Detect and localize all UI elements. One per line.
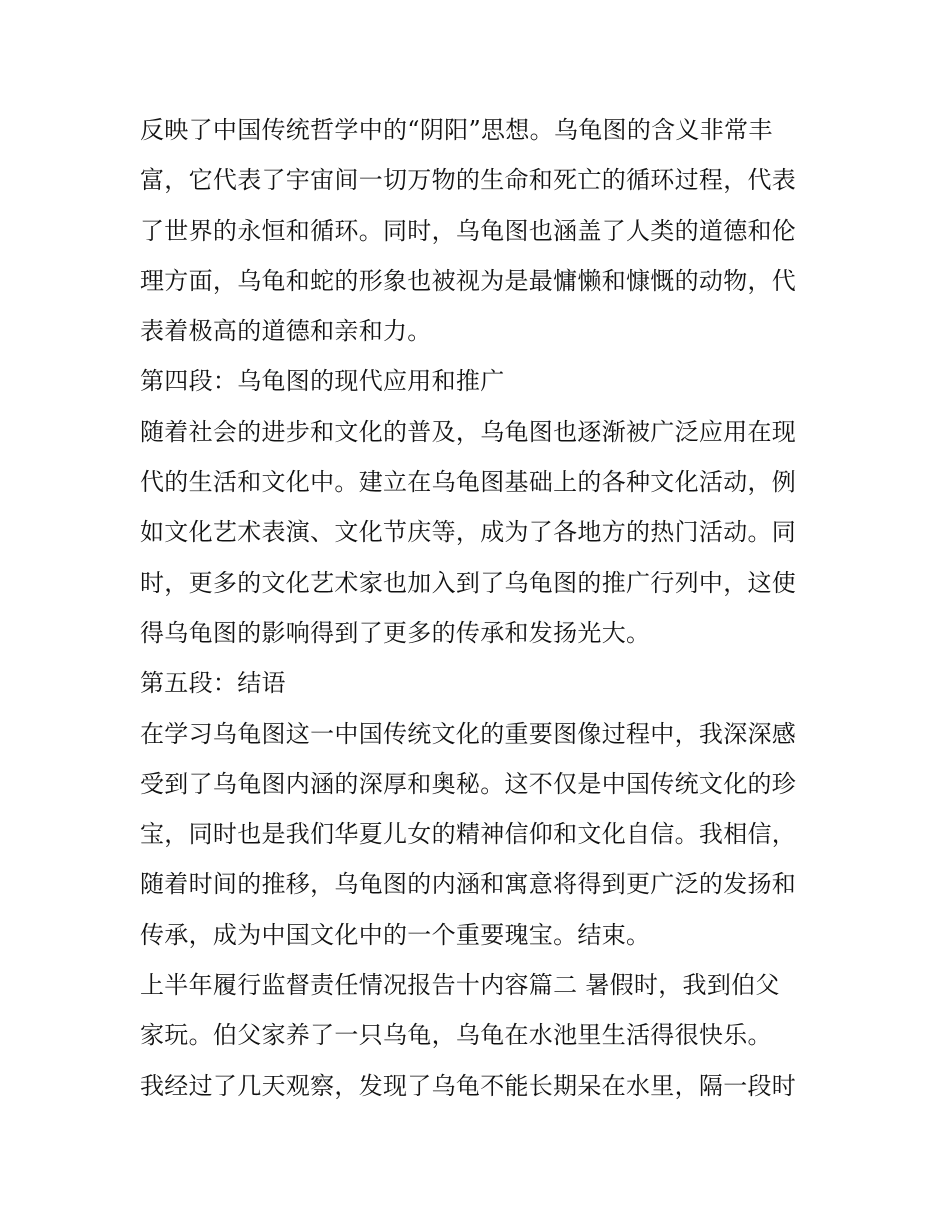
text-line: 了世界的永恒和循环。同时，乌龟图也涵盖了人类的道德和伦 [140, 216, 797, 245]
section-heading-4: 第四段：乌龟图的现代应用和推广 [140, 367, 505, 396]
text-line: 宝，同时也是我们华夏儿女的精神信仰和文化自信。我相信， [140, 820, 797, 849]
text-line: 得乌龟图的影响得到了更多的传承和发扬光大。 [140, 618, 651, 647]
text-line: 家玩。伯父家养了一只乌龟，乌龟在水池里生活得很快乐。 [140, 1021, 772, 1050]
text-line: 表着极高的道德和亲和力。 [140, 317, 432, 346]
text-line: 如文化艺术表演、文化节庆等，成为了各地方的热门活动。同 [140, 518, 797, 547]
text-line: 在学习乌龟图这一中国传统文化的重要图像过程中，我深深感 [140, 719, 797, 748]
text-line: 上半年履行监督责任情况报告十内容篇二 暑假时，我到伯父 [140, 971, 780, 1000]
text-line: 传承，成为中国文化中的一个重要瑰宝。结束。 [140, 920, 651, 949]
section-heading-5: 第五段：结语 [140, 669, 286, 698]
text-line: 代的生活和文化中。建立在乌龟图基础上的各种文化活动，例 [140, 468, 797, 497]
document-body [140, 105, 820, 1111]
text-line: 随着时间的推移，乌龟图的内涵和寓意将得到更广泛的发扬和 [140, 870, 797, 899]
text-line: 时，更多的文化艺术家也加入到了乌龟图的推广行列中，这使 [140, 568, 797, 597]
text-line: 随着社会的进步和文化的普及，乌龟图也逐渐被广泛应用在现 [140, 417, 797, 446]
text-line: 我经过了几天观察，发现了乌龟不能长期呆在水里，隔一段时 [140, 1071, 797, 1100]
text-line: 反映了中国传统哲学中的“阴阳”思想。乌龟图的含义非常丰 [140, 116, 773, 144]
text-line: 受到了乌龟图内涵的深厚和奥秘。这不仅是中国传统文化的珍 [140, 769, 797, 798]
text-line: 理方面，乌龟和蛇的形象也被视为是最慵懒和慷慨的动物，代 [140, 266, 797, 295]
text-line: 富，它代表了宇宙间一切万物的生命和死亡的循环过程，代表 [140, 166, 797, 195]
